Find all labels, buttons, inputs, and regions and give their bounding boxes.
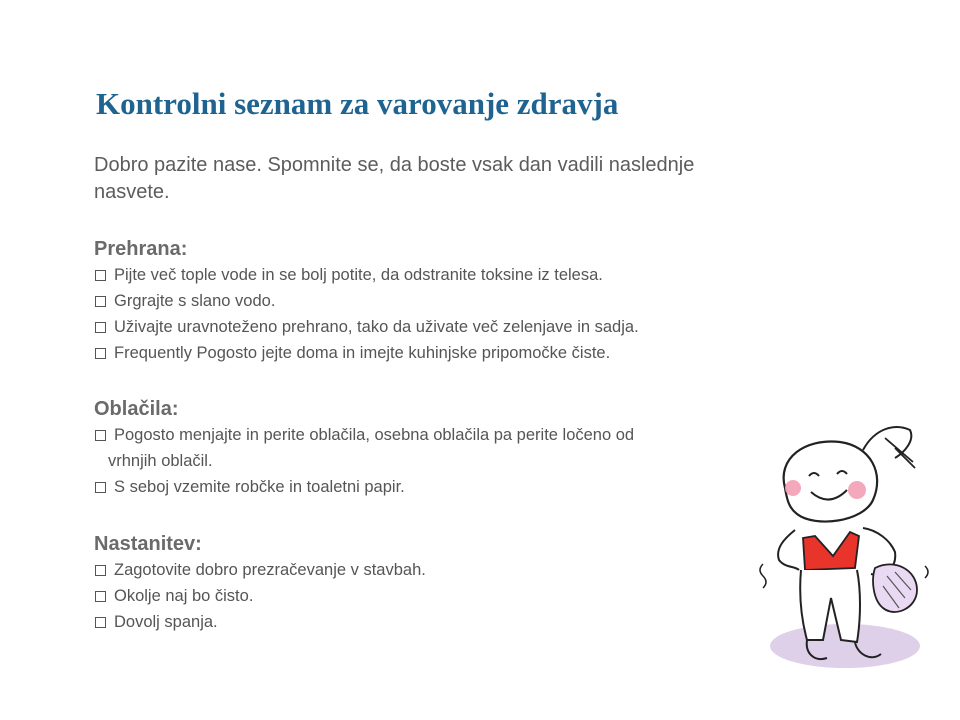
checklist-clothing xyxy=(94,422,634,500)
checklist-item[interactable] xyxy=(94,583,426,609)
section-clothing xyxy=(94,396,634,500)
section-housing xyxy=(94,531,426,635)
checklist-item-label: Uživajte uravnoteženo prehrano, tako da uživate več zelenjave in sadja. xyxy=(114,318,639,336)
checklist-item-label: Pijte več tople vode in se bolj potite, da odstranite toksine iz telesa. xyxy=(114,266,603,284)
checklist-item-label: vrhnjih oblačil. xyxy=(108,452,213,470)
checkbox-icon[interactable] xyxy=(95,322,106,333)
checkbox-icon[interactable] xyxy=(95,482,106,493)
section-food xyxy=(94,236,639,366)
section-heading-food: Prehrana: xyxy=(94,238,188,260)
checklist-item[interactable] xyxy=(94,314,639,340)
checklist-item[interactable] xyxy=(94,557,426,583)
checklist-item[interactable] xyxy=(94,288,639,314)
checkbox-icon[interactable] xyxy=(95,296,106,307)
checklist-item-label: Grgrajte s slano vodo. xyxy=(114,292,276,310)
checklist-item-label: Pogosto menjajte in perite oblačila, osebna oblačila pa perite ločeno od xyxy=(114,426,635,444)
page-title: Kontrolni seznam za varovanje zdravja xyxy=(96,86,619,121)
checklist-food xyxy=(94,262,639,366)
checklist-item-label: S seboj vzemite robčke in toaletni papir. xyxy=(114,478,405,496)
checkbox-icon[interactable] xyxy=(95,617,106,628)
checklist-item[interactable] xyxy=(94,609,426,635)
intro-text: Dobro pazite nase. Spomnite se, da boste vsak dan vadili naslednje nasvete. xyxy=(94,154,695,203)
checklist-item-label: Zagotovite dobro prezračevanje v stavbah. xyxy=(114,561,426,579)
section-heading-housing: Nastanitev: xyxy=(94,533,202,555)
checkbox-icon[interactable] xyxy=(95,270,106,281)
checklist-item[interactable] xyxy=(94,262,639,288)
checklist-item-label: Frequently Pogosto jejte doma in imejte kuhinjske pripomočke čiste. xyxy=(114,344,611,362)
checklist-item-continuation xyxy=(94,448,634,474)
checklist-item[interactable] xyxy=(94,422,634,448)
checklist-item-label: Okolje naj bo čisto. xyxy=(114,587,254,605)
checkbox-icon[interactable] xyxy=(95,348,106,359)
girl-illustration xyxy=(745,418,945,688)
shirt xyxy=(803,532,859,570)
checkbox-icon[interactable] xyxy=(95,565,106,576)
checkbox-icon[interactable] xyxy=(95,591,106,602)
checklist-housing xyxy=(94,557,426,635)
bag xyxy=(873,564,917,612)
section-heading-clothing: Oblačila: xyxy=(94,398,179,420)
checkbox-icon[interactable] xyxy=(95,430,106,441)
checklist-item-label: Dovolj spanja. xyxy=(114,613,218,631)
checklist-item[interactable] xyxy=(94,340,639,366)
checklist-item[interactable] xyxy=(94,474,634,500)
